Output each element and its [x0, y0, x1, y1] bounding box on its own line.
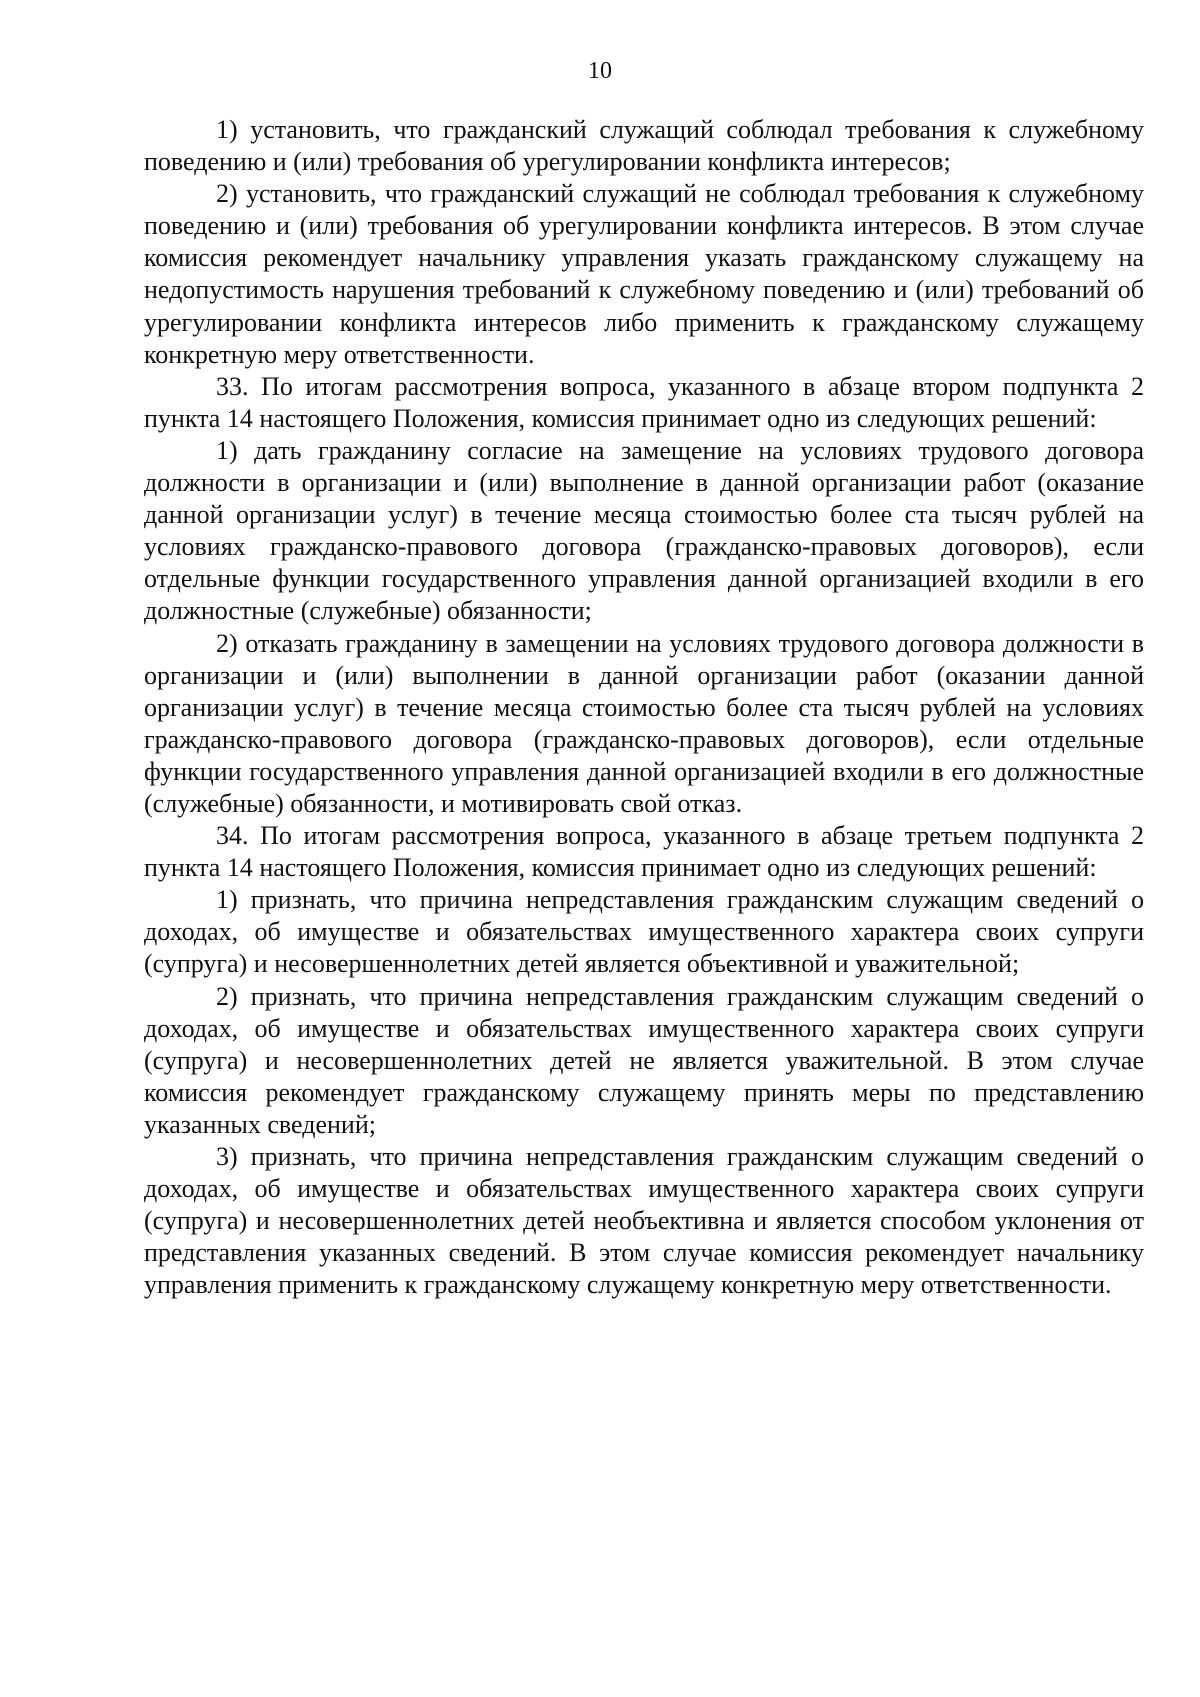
paragraph-34-heading: 34. По итогам рассмотрения вопроса, указанного в абзаце третьем подпункта 2 пункта 14 настоящего Положения, комиссия принимает одно из следующих решений: — [144, 821, 1144, 883]
paragraph-34-item-3: 3) признать, что причина непредставления гражданским служащим сведений о доходах, об имуществе и обязательствах имущественного характера своих супруги (супруга) и несовершеннолетних детей необъективна и является способом уклонения от представления указанных сведений. В этом случае комиссия рекомендует начальнику управления применить к гражданскому служащему конкретную меру ответственности. — [144, 1142, 1144, 1300]
page-number: 10 — [588, 58, 612, 84]
paragraph-33-item-1: 1) дать гражданину согласие на замещение на условиях трудового договора должности в организации и (или) выполнение в данной организации работ (оказание данной организации услуг) в течение месяца стоимостью более ста тысяч рублей на условиях гражданско-правового договора (гражданско-правовых договоров), если отдельные функции государственного управления данной организацией входили в его должностные (служебные) обязанности; — [144, 435, 1144, 626]
paragraph-33-item-2: 2) отказать гражданину в замещении на условиях трудового договора должности в организации и (или) выполнении в данной организации работ (оказании данной организации услуг) в течение месяца стоимостью более ста тысяч рублей на условиях гражданско-правового договора (гражданско-правовых договоров), если отдельные функции государственного управления данной организацией входили в его должностные (служебные) обязанности, и мотивировать свой отказ. — [144, 628, 1144, 818]
paragraph-34-item-2: 2) признать, что причина непредставления гражданским служащим сведений о доходах, об имуществе и обязательствах имущественного характера своих супруги (супруга) и несовершеннолетних детей не является уважительной. В этом случае комиссия рекомендует гражданскому служащему принять меры по представлению указанных сведений; — [144, 981, 1144, 1139]
paragraph-33-heading: 33. По итогам рассмотрения вопроса, указанного в абзаце втором подпункта 2 пункта 14 настоящего Положения, комиссия принимает одно из следующих решений: — [144, 371, 1144, 433]
paragraph-1-establish-compliance: 1) установить, что гражданский служащий соблюдал требования к служебному поведению и (или) требования об урегулировании конфликта интересов; — [144, 115, 1144, 177]
paragraph-2-establish-noncompliance: 2) установить, что гражданский служащий не соблюдал требования к служебному поведению и (или) требования об урегулировании конфликта интересов. В этом случае комиссия рекомендует начальнику управления указать гражданскому служащему на недопустимость нарушения требований к служебному поведению и (или) требований об урегулировании конфликта интересов либо применить к гражданскому служащему конкретную меру ответственности. — [144, 179, 1144, 369]
paragraph-34-item-1: 1) признать, что причина непредставления гражданским служащим сведений о доходах, об имуществе и обязательствах имущественного характера своих супруги (супруга) и несовершеннолетних детей является объективной и уважительной; — [144, 885, 1144, 979]
document-body — [144, 114, 1144, 1301]
